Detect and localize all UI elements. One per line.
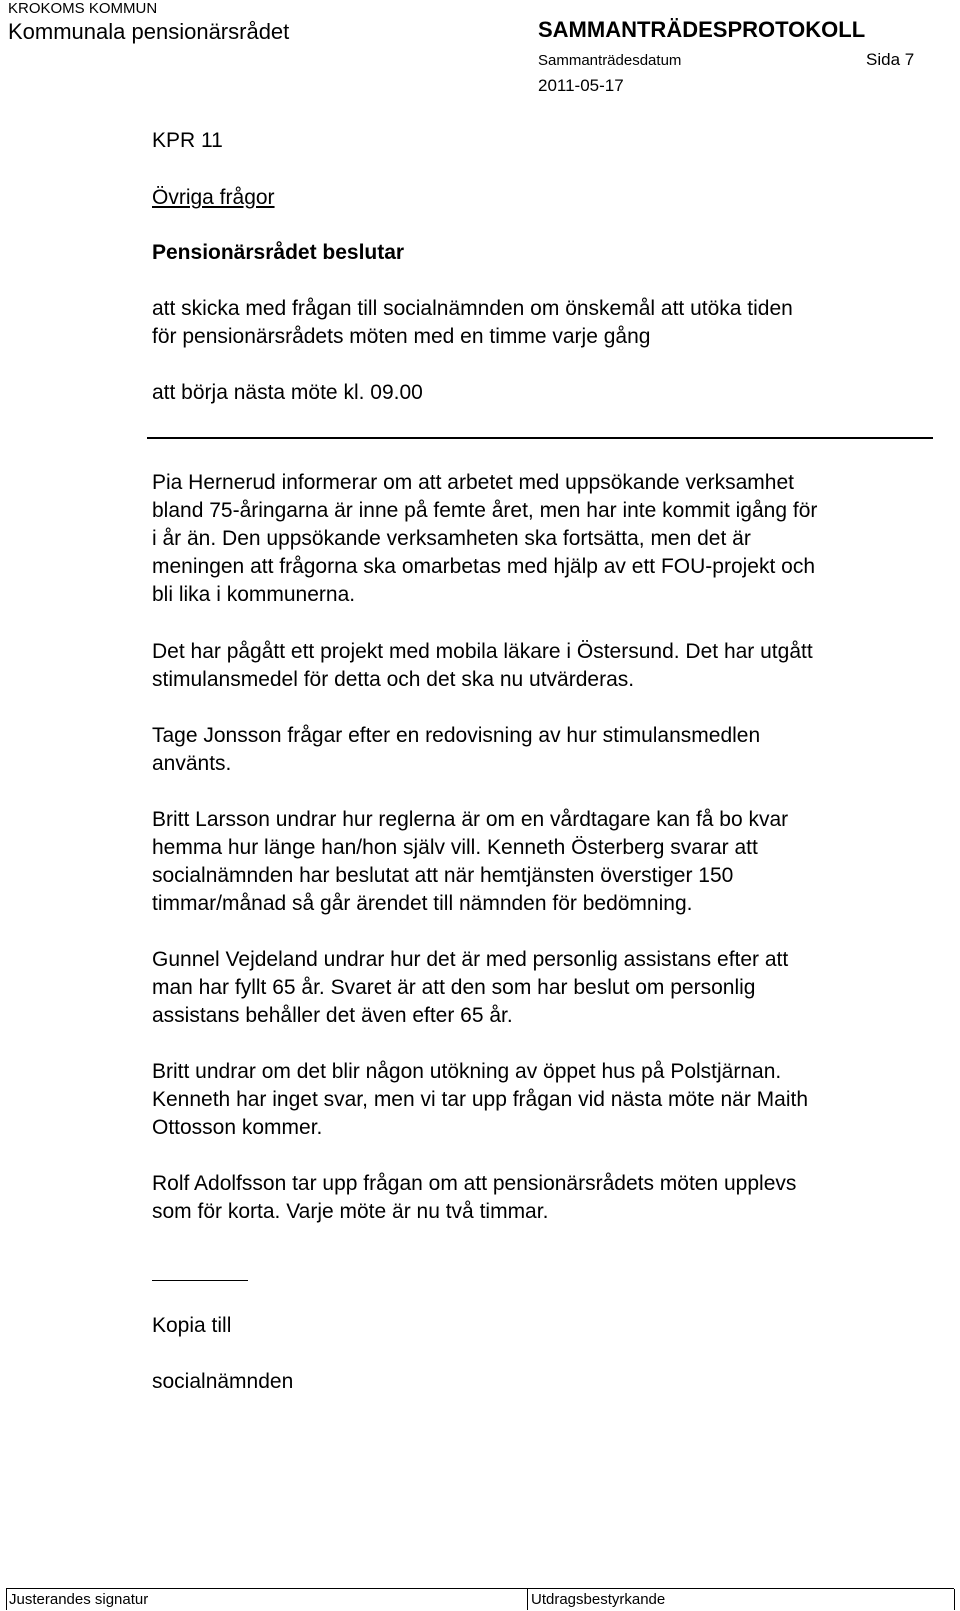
- document-type: SAMMANTRÄDESPROTOKOLL: [538, 17, 866, 42]
- paragraph-line: bland 75-åringarna är inne på femte året, men har inte kommit igång för: [152, 499, 818, 522]
- paragraph-line: bli lika i kommunerna.: [152, 583, 356, 606]
- paragraph-line: Britt Larsson undrar hur reglerna är om en vårdtagare kan få bo kvar: [152, 808, 789, 831]
- paragraph-line: i år än. Den uppsökande verksamheten ska fortsätta, men det är: [152, 527, 751, 550]
- decision-heading: Pensionärsrådet beslutar: [152, 241, 405, 264]
- page-number: Sida 7: [866, 50, 915, 69]
- paragraph-line: Ottosson kommer.: [152, 1116, 323, 1139]
- paragraph-line: Tage Jonsson frågar efter en redovisning av hur stimulansmedlen: [152, 724, 761, 747]
- decision-line: att skicka med frågan till socialnämnden om önskemål att utöka tiden: [152, 297, 793, 320]
- paragraph-line: Rolf Adolfsson tar upp frågan om att pensionärsrådets möten upplevs: [152, 1172, 797, 1195]
- paragraph-line: Pia Hernerud informerar om att arbetet med uppsökande verksamhet: [152, 471, 794, 494]
- paragraph-line: meningen att frågorna ska omarbetas med hjälp av ett FOU-projekt och: [152, 555, 815, 578]
- paragraph-line: Gunnel Vejdeland undrar hur det är med personlig assistans efter att: [152, 948, 789, 971]
- decision-line: att börja nästa möte kl. 09.00: [152, 381, 423, 404]
- paragraph-line: hemma hur länge han/hon själv vill. Kenneth Österberg svarar att: [152, 836, 758, 859]
- separator-line: [152, 1280, 248, 1281]
- certification-label: Utdragsbestyrkande: [531, 1591, 666, 1608]
- paragraph-line: använts.: [152, 752, 232, 775]
- signature-label: Justerandes signatur: [9, 1591, 149, 1608]
- copy-to-label: Kopia till: [152, 1314, 232, 1337]
- paragraph-line: socialnämnden har beslutat att när hemtjänsten överstiger 150: [152, 864, 734, 887]
- copy-recipient: socialnämnden: [152, 1370, 294, 1393]
- section-divider: [147, 437, 933, 439]
- paragraph-line: Kenneth har inget svar, men vi tar upp frågan vid nästa möte när Maith: [152, 1088, 809, 1111]
- meeting-date: 2011-05-17: [538, 76, 624, 95]
- council-name: Kommunala pensionärsrådet: [8, 19, 290, 44]
- paragraph-line: Britt undrar om det blir någon utökning av öppet hus på Polstjärnan.: [152, 1060, 782, 1083]
- decision-line: för pensionärsrådets möten med en timme varje gång: [152, 325, 651, 348]
- paragraph-line: man har fyllt 65 år. Svaret är att den som har beslut om personlig: [152, 976, 756, 999]
- paragraph-line: som för korta. Varje möte är nu två timmar.: [152, 1200, 549, 1223]
- organization-name: KROKOMS KOMMUN: [8, 0, 158, 17]
- section-title: Övriga frågor: [152, 186, 275, 209]
- meeting-date-label: Sammanträdesdatum: [538, 52, 682, 69]
- paragraph-line: Det har pågått ett projekt med mobila läkare i Östersund. Det har utgått: [152, 640, 813, 663]
- paragraph-line: assistans behåller det även efter 65 år.: [152, 1004, 513, 1027]
- section-id: KPR 11: [152, 129, 223, 152]
- paragraph-line: timmar/månad så går ärendet till nämnden för bedömning.: [152, 892, 693, 915]
- paragraph-line: stimulansmedel för detta och det ska nu utvärderas.: [152, 668, 635, 691]
